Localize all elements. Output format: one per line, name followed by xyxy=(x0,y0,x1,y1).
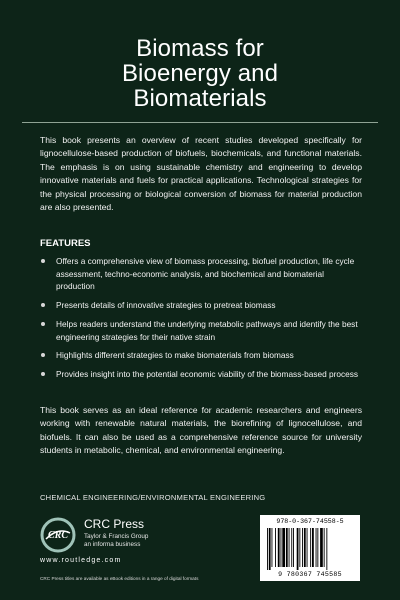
isbn-bottom: 9 780367 745585 xyxy=(278,571,342,578)
title-line-2: Bioenergy and xyxy=(121,60,279,87)
outro-paragraph: This book serves as an ideal reference for academic researchers and engineers working with renewable natural materials, the biorefining of lignocellulose, and biofuels. It can also be used as a comprehensive reference source for university students in metabolic, chemical, and environmental engineering. xyxy=(40,405,362,456)
feature-text: Presents details of innovative strategies to pretreat biomass xyxy=(56,300,276,311)
publisher-website: www.routledge.com xyxy=(40,557,122,564)
divider-rule xyxy=(22,122,378,123)
title-line-1: Biomass for xyxy=(136,35,264,62)
publisher-group-name: Taylor & Francis Group xyxy=(84,533,149,540)
feature-text: Provides insight into the potential economic viability of the biomass-based process xyxy=(56,369,359,380)
publisher-name: CRC Press xyxy=(84,517,145,531)
feature-item xyxy=(40,255,360,293)
feature-text: Highlights different strategies to make biomaterials from biomass xyxy=(56,350,294,361)
features-list xyxy=(40,255,360,387)
isbn-barcode xyxy=(260,515,360,581)
feature-item xyxy=(40,318,360,343)
feature-item xyxy=(40,349,360,362)
feature-text: Helps readers understand the underlying metabolic pathways and identify the best engineering strategies for their native strain xyxy=(56,318,358,342)
book-title xyxy=(0,36,400,111)
publisher-business: an informa business xyxy=(84,541,141,548)
publisher-block xyxy=(40,514,260,584)
intro-paragraph: This book presents an overview of recent studies developed specifically for lignocellulose-based production of biofuels, biochemicals, and functional materials. The emphasis is on using sustainable chemistry and engineering to develop innovative materials and fuels for practical applications. Technological strategies for the physical processing or biological conversion of biomass for material production are also presented. xyxy=(40,135,362,213)
bullet-icon xyxy=(41,259,45,263)
crc-press-logo-icon xyxy=(40,517,76,553)
feature-item xyxy=(40,368,360,381)
feature-text: Offers a comprehensive view of biomass processing, biofuel production, life cycle assessment, techno-economic analysis, and biochemical and biomaterial production xyxy=(56,256,355,292)
crc-logo-text: CRC xyxy=(47,530,69,541)
bullet-icon xyxy=(41,322,45,326)
features-heading: FEATURES xyxy=(40,238,91,249)
publisher-group xyxy=(84,533,148,549)
bullet-icon xyxy=(41,303,45,307)
bullet-icon xyxy=(41,353,45,357)
subject-category: CHEMICAL ENGINEERING/ENVIRONMENTAL ENGINEERING xyxy=(40,493,266,502)
isbn-top: 978-0-367-74558-5 xyxy=(276,518,344,525)
ebook-note: CRC Press titles are available as eBook editions in a range of digital formats xyxy=(40,576,199,581)
feature-item xyxy=(40,299,360,312)
title-line-3: Biomaterials xyxy=(133,85,267,112)
bullet-icon xyxy=(41,372,45,376)
barcode-icon xyxy=(267,528,353,570)
